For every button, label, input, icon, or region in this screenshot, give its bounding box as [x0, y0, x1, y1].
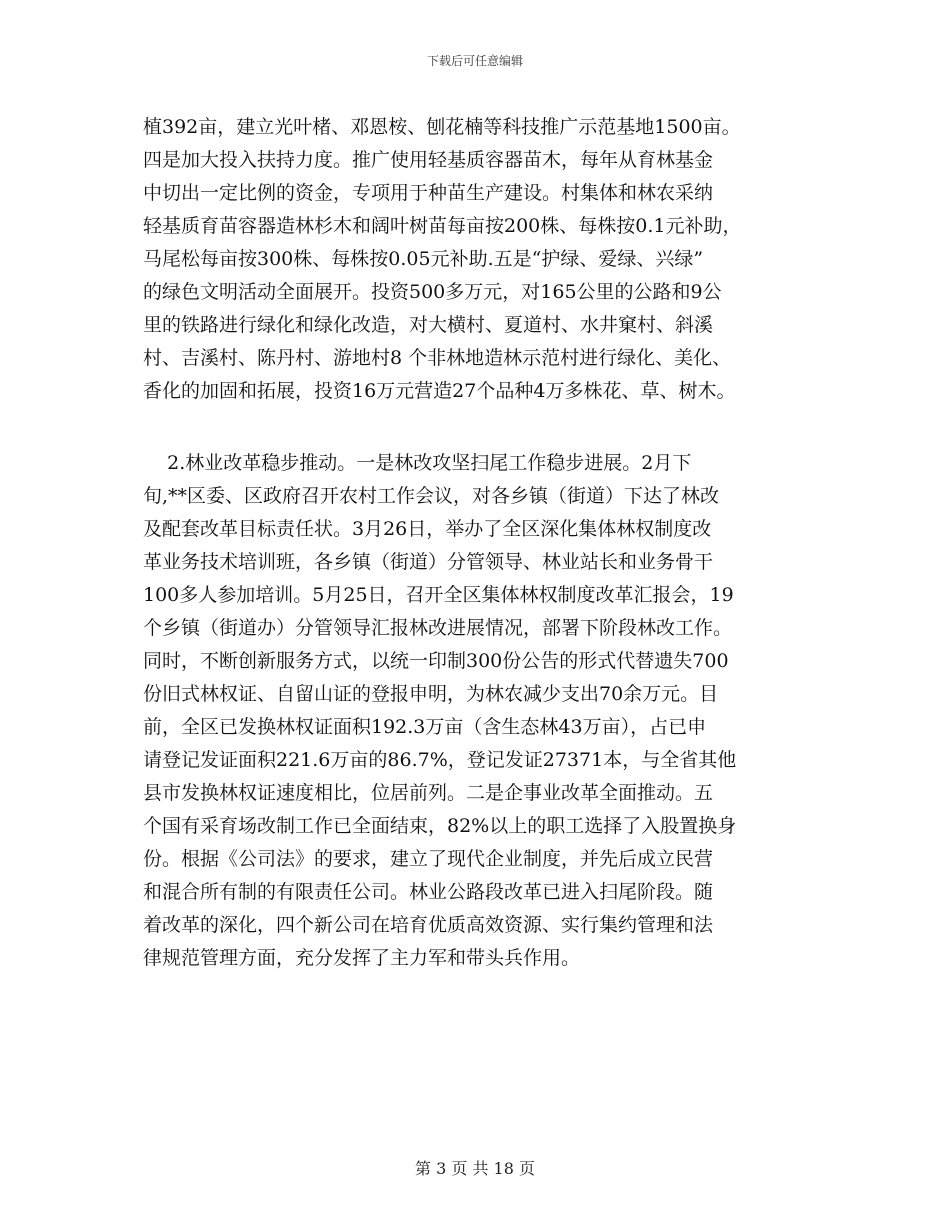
text-line: 前，全区已发换林权证面积192.3万亩（含生态林43万亩），占已申 — [143, 716, 707, 738]
text-line: 同时，不断创新服务方式，以统一印制300份公告的形式代替遗失700 — [143, 650, 729, 672]
text-line: 革业务技术培训班，各乡镇（街道）分管领导、林业站长和业务骨干 — [143, 551, 714, 573]
text-line: 的绿色文明活动全面展开。投资500多万元，对165公里的公路和9公 — [143, 281, 722, 303]
text-line: 个乡镇（街道办）分管领导汇报林改进展情况，部署下阶段林改工作。 — [143, 617, 733, 639]
text-line: 里的铁路进行绿化和绿化改造，对大横村、夏道村、水井窠村、斜溪 — [143, 314, 714, 336]
text-line: 四是加大投入扶持力度。推广使用轻基质容器苗木，每年从育林基金 — [143, 149, 714, 171]
text-line: 植392亩，建立光叶楮、邓恩桉、刨花楠等科技推广示范基地1500亩。 — [143, 116, 741, 138]
page-header: 下载后可任意编辑 — [426, 54, 523, 68]
text-line: 2.林业改革稳步推动。一是林改攻坚扫尾工作稳步进展。2月下 — [143, 452, 692, 474]
text-line: 个国有采育场改制工作已全面结束，82%以上的职工选择了入股置换身 — [143, 815, 737, 837]
text-line: 中切出一定比例的资金，专项用于种苗生产建设。村集体和林农采纳 — [143, 182, 714, 204]
text-line: 和混合所有制的有限责任公司。林业公路段改革已进入扫尾阶段。随 — [143, 881, 714, 903]
text-line: 村、吉溪村、陈丹村、游地村8 个非林地造林示范村进行绿化、美化、 — [143, 347, 732, 369]
text-line: 香化的加固和拓展，投资16万元营造27个品种4万多株花、草、树木。 — [143, 380, 736, 402]
text-line: 着改革的深化，四个新公司在培育优质高效资源、实行集约管理和法 — [143, 914, 714, 936]
page-footer: 第 3 页 共 18 页 — [415, 1159, 535, 1178]
text-line: 份。根据《公司法》的要求，建立了现代企业制度，并先后成立民营 — [143, 848, 714, 870]
text-line: 及配套改革目标责任状。3月26日，举办了全区深化集体林权制度改 — [143, 518, 712, 540]
text-line: 份旧式林权证、自留山证的登报申明，为林农减少支出70余万元。目 — [143, 683, 719, 705]
text-line: 请登记发证面积221.6万亩的86.7%，登记发证27371本，与全省其他 — [143, 749, 737, 771]
text-line: 100多人参加培训。5月25日，召开全区集体林权制度改革汇报会，19 — [143, 584, 734, 606]
text-line: 轻基质育苗容器造林杉木和阔叶树苗每亩按200株、每株按0.1元补助， — [143, 215, 742, 237]
text-line: 律规范管理方面，充分发挥了主力军和带头兵作用。 — [143, 947, 581, 969]
text-line: 旬,**区委、区政府召开农村工作会议，对各乡镇（街道）下达了林改 — [143, 485, 720, 507]
text-line: 马尾松每亩按300株、每株按0.05元补助.五是“护绿、爱绿、兴绿” — [143, 248, 704, 270]
text-line: 县市发换林权证速度相比，位居前列。二是企事业改革全面推动。五 — [143, 782, 714, 804]
